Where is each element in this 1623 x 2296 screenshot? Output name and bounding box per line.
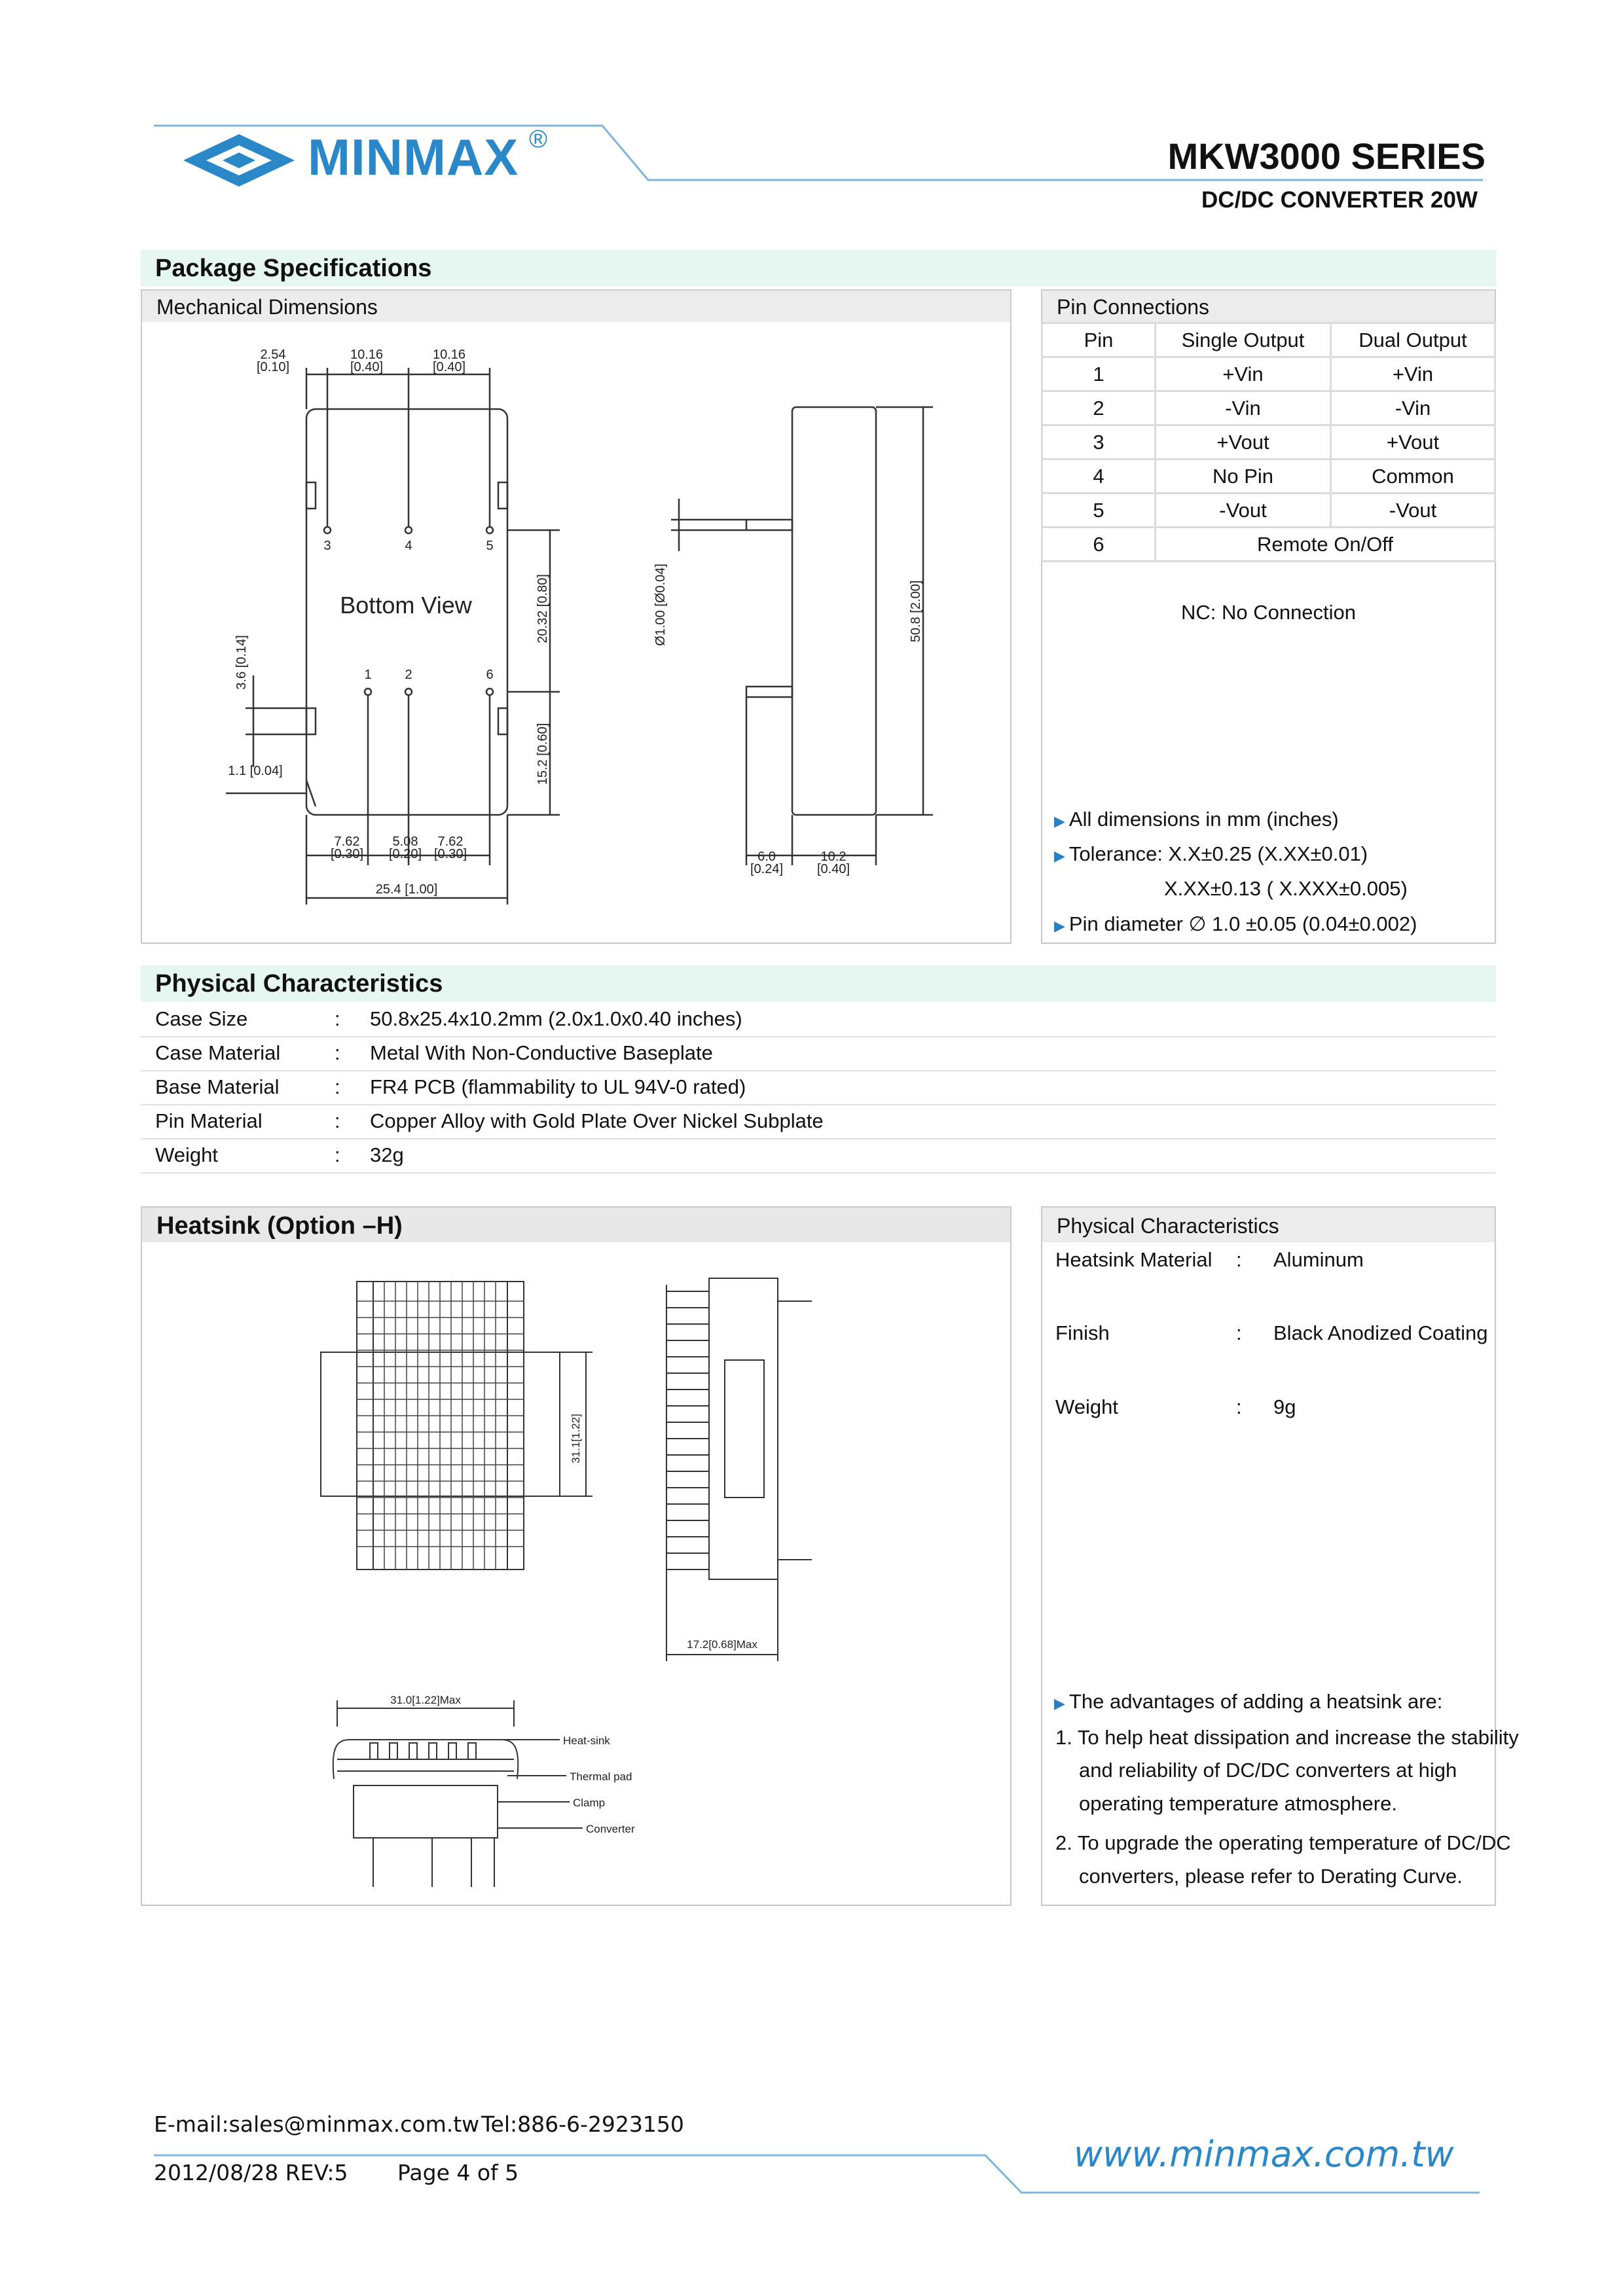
phys-label: Base Material <box>155 1075 280 1098</box>
dim-note-2-text: Tolerance: X.X±0.25 (X.XX±0.01) <box>1068 842 1368 865</box>
header <box>0 0 1623 236</box>
hs-value: 9g <box>1273 1395 1296 1418</box>
hs-sep: : <box>1236 1321 1242 1344</box>
dim-1016a: 10.16 <box>350 348 384 362</box>
table-row <box>141 1070 1496 1105</box>
footer-tel: Tel:886-6-2923150 <box>481 2111 684 2137</box>
dim-508-in: [0.20] <box>388 847 422 861</box>
registered-mark: ® <box>529 126 547 153</box>
dim-36: 3.6 [0.14] <box>234 635 249 690</box>
dim-172: 17.2[0.68]Max <box>687 1638 757 1651</box>
series-title: MKW3000 SERIES <box>1167 135 1486 177</box>
table-row <box>141 1036 1496 1071</box>
mechanical-drawing <box>141 322 1012 941</box>
bullet-arrow-icon: ▶ <box>1054 813 1065 829</box>
pin-dual: Common <box>1331 459 1495 493</box>
dim-762b: 7.62 <box>437 834 464 849</box>
pin-dual: +Vin <box>1331 357 1495 391</box>
label-clamp: Clamp <box>573 1797 606 1809</box>
phys-label: Case Material <box>155 1041 281 1064</box>
pin-label-2: 2 <box>405 668 412 682</box>
pin-number: 2 <box>1042 391 1156 425</box>
bullet-arrow-icon: ▶ <box>1054 918 1065 934</box>
heatsink-adv-1a: 1. To help heat dissipation and increase the stability <box>1055 1726 1519 1749</box>
nc-note: NC: No Connection <box>1180 601 1357 624</box>
footer-website[interactable]: www.minmax.com.tw <box>1074 2134 1454 2175</box>
pin-table <box>1041 322 1496 562</box>
heatsink-row <box>1055 1320 1110 1346</box>
pin-dual: -Vout <box>1331 493 1495 528</box>
footer-date-rev: 2012/08/28 REV:5 <box>154 2160 348 2185</box>
dim-152: 15.2 [0.60] <box>536 723 550 785</box>
phys-sep: : <box>335 1109 340 1132</box>
dim-note-1-text: All dimensions in mm (inches) <box>1068 808 1339 831</box>
label-heatsink: Heat-sink <box>563 1734 610 1747</box>
table-row <box>1042 459 1495 493</box>
dim-2032: 20.32 [0.80] <box>536 574 550 643</box>
table-row <box>141 1002 1496 1037</box>
table-row <box>141 1138 1496 1174</box>
dim-762a-in: [0.30] <box>330 847 364 861</box>
dim-254-in: [0.10] <box>256 360 290 374</box>
hs-label: Finish <box>1055 1321 1110 1344</box>
table-row <box>1042 493 1495 528</box>
pin-label-3: 3 <box>323 539 331 553</box>
dim-508h: 50.8 [2.00] <box>909 580 923 643</box>
dim-pin-diameter: Ø1.00 [Ø0.04] <box>653 564 668 646</box>
dim-310: 31.0[1.22]Max <box>390 1694 461 1706</box>
pin-connections-title: Pin Connections <box>1041 289 1496 322</box>
bottom-view-label: Bottom View <box>340 592 472 619</box>
phys-sep: : <box>335 1143 340 1166</box>
dim-102: 10.2 <box>820 850 847 864</box>
heatsink-adv-1b: and reliability of DC/DC converters at high <box>1079 1759 1457 1782</box>
table-row <box>1042 391 1495 425</box>
dim-note-1 <box>1054 806 1339 834</box>
pin-dual: +Vout <box>1331 425 1495 459</box>
dim-1016a-in: [0.40] <box>350 360 384 374</box>
table-row <box>1042 425 1495 459</box>
dim-762b-in: [0.30] <box>433 847 467 861</box>
hs-value: Black Anodized Coating <box>1273 1321 1488 1344</box>
phys-label: Case Size <box>155 1007 248 1030</box>
minmax-logo-icon <box>177 131 308 196</box>
phys-value: Copper Alloy with Gold Plate Over Nickel Subplate <box>370 1109 824 1132</box>
single-col-header: Single Output <box>1156 323 1331 357</box>
bullet-arrow-icon: ▶ <box>1054 848 1065 864</box>
heatsink-adv-2b: converters, please refer to Derating Curve. <box>1079 1865 1463 1888</box>
series-subtitle: DC/DC CONVERTER 20W <box>1201 187 1478 213</box>
dim-note-4-text: Pin diameter ∅ 1.0 ±0.05 (0.04±0.002) <box>1068 912 1417 935</box>
pin-number: 1 <box>1042 357 1156 391</box>
pin-single: No Pin <box>1156 459 1331 493</box>
dim-1016b-in: [0.40] <box>432 360 466 374</box>
dim-508: 5.08 <box>392 834 418 849</box>
pin-both: Remote On/Off <box>1156 528 1495 562</box>
physical-title: Physical Characteristics <box>141 965 1496 1002</box>
dim-note-3: X.XX±0.13 ( X.XXX±0.005) <box>1164 877 1408 900</box>
heatsink-title: Heatsink (Option –H) <box>141 1206 1012 1243</box>
phys-sep: : <box>335 1075 340 1098</box>
pin-dual: -Vin <box>1331 391 1495 425</box>
hs-sep: : <box>1236 1248 1242 1271</box>
hs-sep: : <box>1236 1395 1242 1418</box>
pin-single: -Vout <box>1156 493 1331 528</box>
phys-sep: : <box>335 1007 340 1030</box>
pin-table-header <box>1042 323 1495 357</box>
footer-page: Page 4 of 5 <box>397 2160 519 2185</box>
heatsink-drawing <box>141 1242 1012 1903</box>
pin-number: 3 <box>1042 425 1156 459</box>
pin-label-6: 6 <box>486 668 494 682</box>
phys-value: 32g <box>370 1143 404 1166</box>
heatsink-row <box>1055 1394 1118 1420</box>
hs-label: Weight <box>1055 1395 1118 1418</box>
hs-label: Heatsink Material <box>1055 1248 1213 1271</box>
phys-sep: : <box>335 1041 340 1064</box>
heatsink-adv-2a: 2. To upgrade the operating temperature of DC/DC <box>1055 1831 1511 1854</box>
dim-11: 1.1 [0.04] <box>228 764 283 778</box>
phys-value: 50.8x25.4x10.2mm (2.0x1.0x0.40 inches) <box>370 1007 742 1030</box>
dim-311: 31.1[1.22] <box>570 1414 582 1463</box>
phys-value: Metal With Non-Conductive Baseplate <box>370 1041 713 1064</box>
dim-102-in: [0.40] <box>816 862 850 876</box>
label-converter: Converter <box>586 1823 635 1835</box>
pin-number: 5 <box>1042 493 1156 528</box>
dual-col-header: Dual Output <box>1331 323 1495 357</box>
pin-label-4: 4 <box>405 539 412 553</box>
heatsink-row <box>1055 1247 1212 1273</box>
package-spec-title: Package Specifications <box>141 250 1496 287</box>
brand-name: MINMAX <box>308 128 519 186</box>
heatsink-adv-1c: operating temperature atmosphere. <box>1079 1792 1397 1815</box>
dim-1016b: 10.16 <box>432 348 466 362</box>
heatsink-adv-title-text: The advantages of adding a heatsink are: <box>1068 1690 1443 1713</box>
pin-number: 6 <box>1042 528 1156 562</box>
pin-number: 4 <box>1042 459 1156 493</box>
dim-note-4 <box>1054 911 1417 939</box>
table-row <box>141 1104 1496 1139</box>
dim-note-2 <box>1054 841 1368 869</box>
pin-single: +Vout <box>1156 425 1331 459</box>
mech-dim-title: Mechanical Dimensions <box>141 289 1012 322</box>
phys-label: Weight <box>155 1143 218 1166</box>
dim-60-in: [0.24] <box>750 862 784 876</box>
phys-label: Pin Material <box>155 1109 263 1132</box>
dim-254w: 25.4 [1.00] <box>375 882 438 897</box>
dim-254: 2.54 <box>260 348 286 362</box>
bullet-arrow-icon: ▶ <box>1054 1695 1065 1712</box>
pin-label-1: 1 <box>364 668 372 682</box>
pin-col-header: Pin <box>1042 323 1156 357</box>
pin-single: +Vin <box>1156 357 1331 391</box>
hs-value: Aluminum <box>1273 1248 1364 1271</box>
heatsink-phys-title: Physical Characteristics <box>1041 1206 1496 1243</box>
footer-email[interactable]: E-mail:sales@minmax.com.tw <box>154 2111 480 2137</box>
label-thermal-pad: Thermal pad <box>570 1770 632 1783</box>
pin-single: -Vin <box>1156 391 1331 425</box>
pin-label-5: 5 <box>486 539 494 553</box>
dim-60: 6.0 <box>757 850 776 864</box>
heatsink-adv-title <box>1054 1689 1442 1717</box>
phys-value: FR4 PCB (flammability to UL 94V-0 rated) <box>370 1075 746 1098</box>
table-row <box>1042 357 1495 391</box>
table-row <box>1042 528 1495 562</box>
dim-762a: 7.62 <box>334 834 360 849</box>
